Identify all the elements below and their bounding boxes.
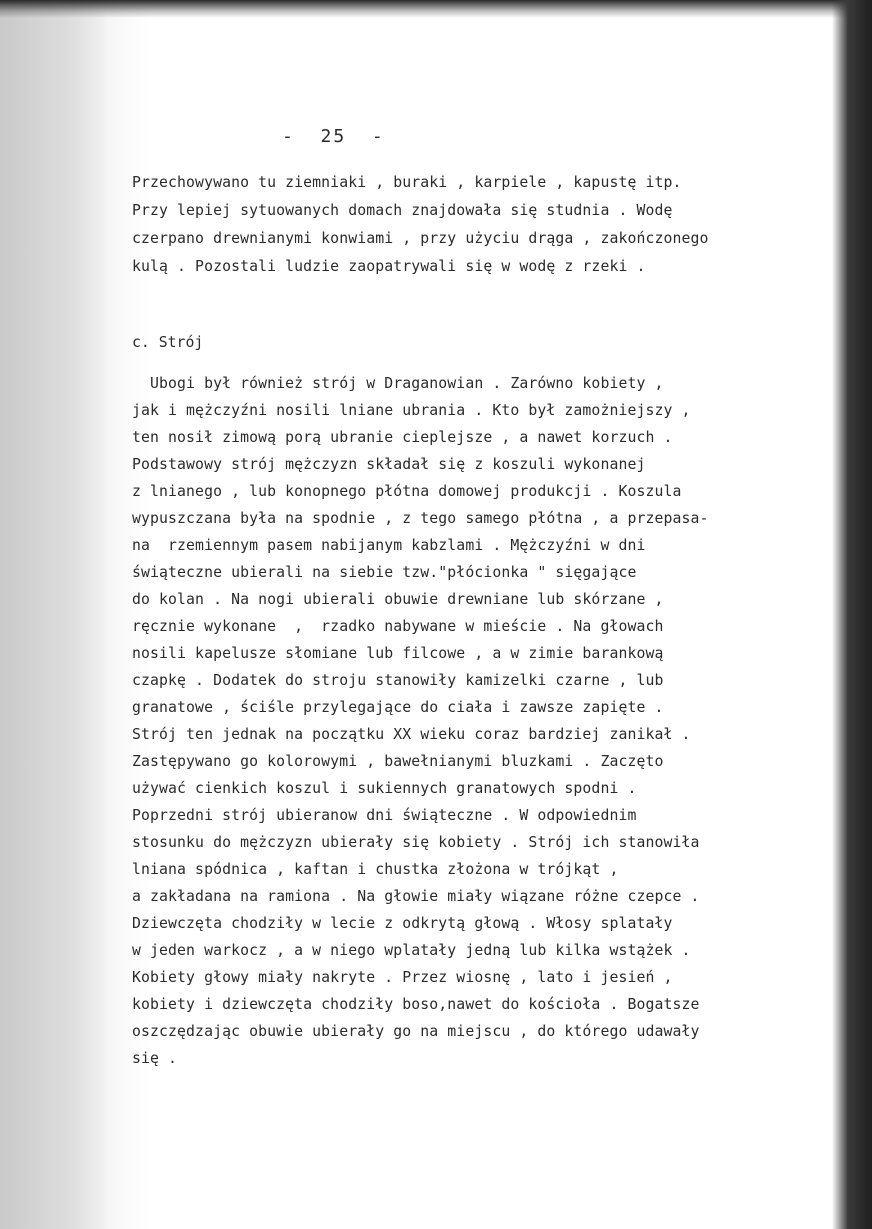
text-line: Przechowywano tu ziemniaki , buraki , karpiele , kapustę itp. (132, 174, 682, 191)
text-line: nosili kapelusze słomiane lub filcowe , a w zimie barankową (132, 645, 664, 662)
text-line: stosunku do mężczyzn ubierały się kobiety . Strój ich stanowiła (132, 834, 700, 851)
text-line: granatowe , ściśle przylegające do ciała i zawsze zapięte . (132, 699, 664, 716)
text-line: ten nosił zimową porą ubranie cieplejsze , a nawet korzuch . (132, 429, 673, 446)
text-line: oszczędzając obuwie ubierały go na miejscu , do którego udawały (132, 1023, 700, 1040)
text-line: z lnianego , lub konopnego płótna domowej produkcji . Koszula (132, 483, 682, 500)
text-line: Przy lepiej sytuowanych domach znajdowała się studnia . Wodę (132, 202, 673, 219)
text-line: się . (132, 1050, 178, 1067)
text-line: Poprzedni strój ubieranow dni świąteczne . W odpowiednim (132, 807, 637, 824)
text-line: Strój ten jednak na początku XX wieku coraz bardziej zanikał . (132, 726, 691, 743)
section-heading: c. Strój (132, 334, 204, 351)
text-line: kulą . Pozostali ludzie zaopatrywali się w wodę z rzeki . (132, 258, 646, 275)
text-line: Dziewczęta chodziły w lecie z odkrytą głową . Włosy splatały (132, 915, 673, 932)
text-line: do kolan . Na nogi ubierali obuwie drewniane lub skórzane , (132, 591, 664, 608)
text-line: w jeden warkocz , a w niego wplatały jedną lub kilka wstążek . (132, 942, 691, 959)
page-number: - 25 - (282, 126, 385, 147)
page-left-shadow (0, 0, 110, 1229)
text-line: ręcznie wykonane , rzadko nabywane w mieście . Na głowach (132, 618, 664, 635)
text-line: Zastępywano go kolorowymi , bawełnianymi bluzkami . Zaczęto (132, 753, 664, 770)
text-line: a zakładana na ramiona . Na głowie miały wiązane różne czepce . (132, 888, 700, 905)
text-line: kobiety i dziewczęta chodziły boso,nawet do kościoła . Bogatsze (132, 996, 700, 1013)
text-line: na rzemiennym pasem nabijanym kabzlami . Mężczyźni w dni (132, 537, 646, 554)
typewritten-page (132, 0, 832, 1229)
text-line: Kobiety głowy miały nakryte . Przez wiosnę , lato i jesień , (132, 969, 673, 986)
text-line: Ubogi był również strój w Draganowian . Zarówno kobiety , (132, 375, 664, 392)
text-line: czapkę . Dodatek do stroju stanowiły kamizelki czarne , lub (132, 672, 664, 689)
text-line: wypuszczana była na spodnie , z tego samego płótna , a przepasa- (132, 510, 709, 527)
text-line: lniana spódnica , kaftan i chustka złożona w trójkąt , (132, 861, 619, 878)
text-line: Podstawowy strój mężczyzn składał się z koszuli wykonanej (132, 456, 646, 473)
page-right-shadow (832, 0, 872, 1229)
text-line: używać cienkich koszul i sukiennych granatowych spodni . (132, 780, 637, 797)
text-line: jak i mężczyźni nosili lniane ubrania . Kto był zamożniejszy , (132, 402, 691, 419)
text-line: świąteczne ubierali na siebie tzw."płócionka " sięgające (132, 564, 637, 581)
text-line: czerpano drewnianymi konwiami , przy użyciu drąga , zakończonego (132, 230, 709, 247)
